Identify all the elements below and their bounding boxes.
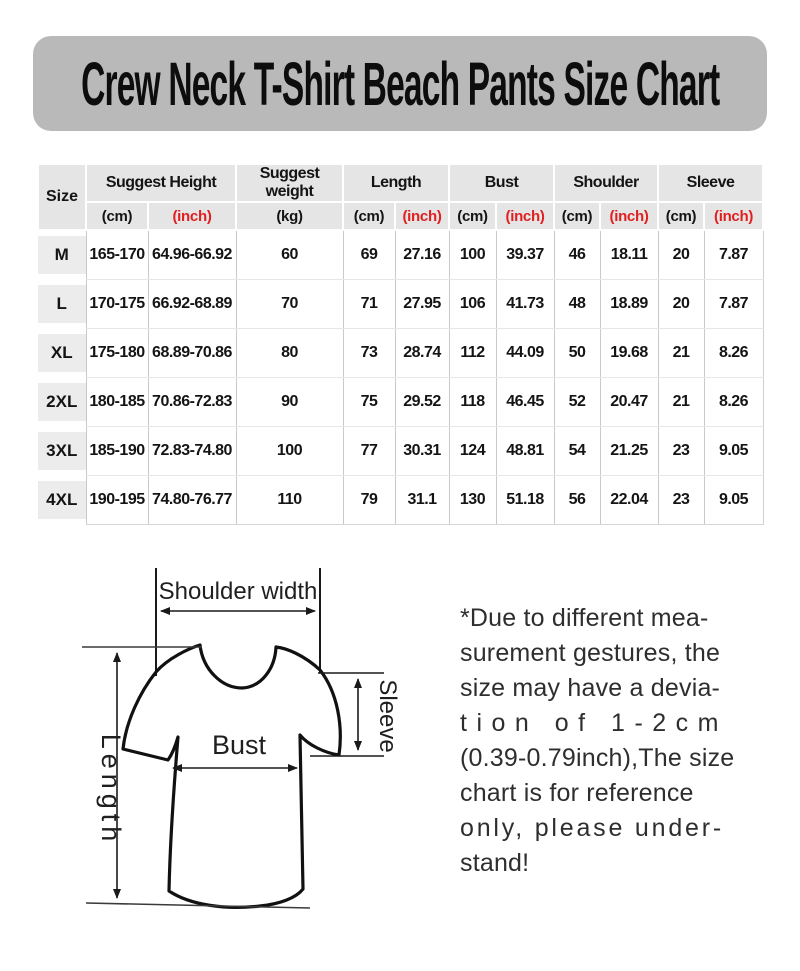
table-header — [38, 164, 763, 230]
cell-sleeve-inch: 8.26 — [704, 329, 763, 378]
header-shoulder: Shoulder — [554, 164, 658, 202]
size-table-body — [38, 230, 763, 525]
cell-height-cm: 175-180 — [86, 329, 148, 378]
header-size: Size — [38, 164, 86, 230]
cell-length-inch: 31.1 — [395, 476, 449, 525]
note-line: stand! — [460, 849, 530, 877]
cell-height-cm: 185-190 — [86, 427, 148, 476]
cell-bust-cm: 106 — [449, 280, 496, 329]
header-sleeve: Sleeve — [658, 164, 763, 202]
cell-shoulder-cm: 54 — [554, 427, 600, 476]
measurement-note — [460, 601, 770, 881]
cell-bust-inch: 44.09 — [496, 329, 554, 378]
cell-bust-cm: 100 — [449, 230, 496, 280]
note-line: surement gestures, the — [460, 639, 721, 667]
table-row — [38, 280, 763, 329]
note-line: chart is for reference — [460, 779, 694, 807]
cell-shoulder-inch: 22.04 — [600, 476, 658, 525]
cell-sleeve-inch: 7.87 — [704, 230, 763, 280]
cell-shoulder-inch: 18.89 — [600, 280, 658, 329]
subheader-length-inch: (inch) — [395, 202, 449, 230]
cell-weight-kg: 110 — [236, 476, 343, 525]
cell-sleeve-cm: 20 — [658, 230, 704, 280]
cell-bust-cm: 118 — [449, 378, 496, 427]
tshirt-outline — [123, 645, 340, 907]
cell-shoulder-cm: 52 — [554, 378, 600, 427]
cell-height-cm: 165-170 — [86, 230, 148, 280]
cell-length-inch: 28.74 — [395, 329, 449, 378]
cell-length-cm: 79 — [343, 476, 395, 525]
table-row — [38, 378, 763, 427]
header-suggest-weight: Suggest weight — [236, 164, 343, 202]
cell-height-inch: 72.83-74.80 — [148, 427, 236, 476]
cell-bust-inch: 48.81 — [496, 427, 554, 476]
cell-bust-cm: 112 — [449, 329, 496, 378]
cell-weight-kg: 100 — [236, 427, 343, 476]
shoulder-width-label: Shoulder width — [158, 578, 318, 605]
subheader-shoulder-inch: (inch) — [600, 202, 658, 230]
cell-size — [38, 280, 86, 329]
cell-length-inch: 30.31 — [395, 427, 449, 476]
cell-bust-inch: 39.37 — [496, 230, 554, 280]
cell-bust-inch: 41.73 — [496, 280, 554, 329]
cell-length-cm: 77 — [343, 427, 395, 476]
size-badge: 4XL — [38, 481, 86, 519]
note-line: size may have a devia- — [460, 674, 721, 702]
subheader-height-cm: (cm) — [86, 202, 148, 230]
cell-height-cm: 170-175 — [86, 280, 148, 329]
size-badge: XL — [38, 334, 86, 372]
cell-shoulder-cm: 46 — [554, 230, 600, 280]
cell-shoulder-inch: 21.25 — [600, 427, 658, 476]
cell-length-inch: 27.95 — [395, 280, 449, 329]
cell-height-cm: 180-185 — [86, 378, 148, 427]
cell-bust-inch: 51.18 — [496, 476, 554, 525]
subheader-weight-kg: (kg) — [236, 202, 343, 230]
cell-height-cm: 190-195 — [86, 476, 148, 525]
header-length: Length — [343, 164, 449, 202]
note-line: tion of 1-2cm — [460, 709, 729, 737]
subheader-shoulder-cm: (cm) — [554, 202, 600, 230]
cell-shoulder-inch: 20.47 — [600, 378, 658, 427]
subheader-bust-inch: (inch) — [496, 202, 554, 230]
tshirt-measurement-diagram — [40, 555, 440, 971]
size-badge: L — [38, 285, 86, 323]
cell-size — [38, 427, 86, 476]
cell-length-cm: 69 — [343, 230, 395, 280]
table-row — [38, 230, 763, 280]
note-line: (0.39-0.79inch),The size — [460, 744, 735, 772]
cell-length-inch: 27.16 — [395, 230, 449, 280]
cell-bust-inch: 46.45 — [496, 378, 554, 427]
cell-shoulder-inch: 19.68 — [600, 329, 658, 378]
note-line: only, please under- — [460, 814, 724, 842]
cell-length-cm: 73 — [343, 329, 395, 378]
cell-length-cm: 75 — [343, 378, 395, 427]
cell-shoulder-cm: 48 — [554, 280, 600, 329]
table-row — [38, 427, 763, 476]
cell-length-inch: 29.52 — [395, 378, 449, 427]
cell-length-cm: 71 — [343, 280, 395, 329]
cell-sleeve-inch: 8.26 — [704, 378, 763, 427]
size-table — [37, 163, 764, 525]
cell-weight-kg: 90 — [236, 378, 343, 427]
cell-size — [38, 476, 86, 525]
size-badge: M — [38, 236, 86, 274]
cell-height-inch: 70.86-72.83 — [148, 378, 236, 427]
subheader-height-inch: (inch) — [148, 202, 236, 230]
cell-shoulder-cm: 56 — [554, 476, 600, 525]
subheader-length-cm: (cm) — [343, 202, 395, 230]
title-banner — [33, 36, 767, 131]
cell-shoulder-cm: 50 — [554, 329, 600, 378]
cell-height-inch: 64.96-66.92 — [148, 230, 236, 280]
cell-weight-kg: 60 — [236, 230, 343, 280]
cell-bust-cm: 130 — [449, 476, 496, 525]
cell-sleeve-cm: 21 — [658, 329, 704, 378]
subheader-sleeve-cm: (cm) — [658, 202, 704, 230]
sleeve-label: Sleeve — [374, 679, 401, 753]
cell-weight-kg: 80 — [236, 329, 343, 378]
cell-height-inch: 68.89-70.86 — [148, 329, 236, 378]
cell-sleeve-cm: 20 — [658, 280, 704, 329]
cell-sleeve-cm: 23 — [658, 427, 704, 476]
cell-sleeve-inch: 9.05 — [704, 476, 763, 525]
table-row — [38, 476, 763, 525]
subheader-bust-cm: (cm) — [449, 202, 496, 230]
bust-label: Bust — [211, 730, 267, 760]
length-label: Length — [96, 733, 126, 847]
note-line: *Due to different mea- — [460, 604, 709, 632]
cell-sleeve-inch: 7.87 — [704, 280, 763, 329]
cell-size — [38, 329, 86, 378]
cell-height-inch: 74.80-76.77 — [148, 476, 236, 525]
size-chart-table — [37, 163, 762, 525]
header-bust: Bust — [449, 164, 554, 202]
cell-weight-kg: 70 — [236, 280, 343, 329]
page-title: Crew Neck T-Shirt Beach Pants Size Chart — [80, 49, 720, 118]
header-suggest-height: Suggest Height — [86, 164, 236, 202]
cell-bust-cm: 124 — [449, 427, 496, 476]
cell-sleeve-inch: 9.05 — [704, 427, 763, 476]
cell-shoulder-inch: 18.11 — [600, 230, 658, 280]
cell-size — [38, 230, 86, 280]
size-badge: 2XL — [38, 383, 86, 421]
subheader-sleeve-inch: (inch) — [704, 202, 763, 230]
cell-sleeve-cm: 21 — [658, 378, 704, 427]
table-row — [38, 329, 763, 378]
cell-height-inch: 66.92-68.89 — [148, 280, 236, 329]
size-badge: 3XL — [38, 432, 86, 470]
cell-size — [38, 378, 86, 427]
cell-sleeve-cm: 23 — [658, 476, 704, 525]
